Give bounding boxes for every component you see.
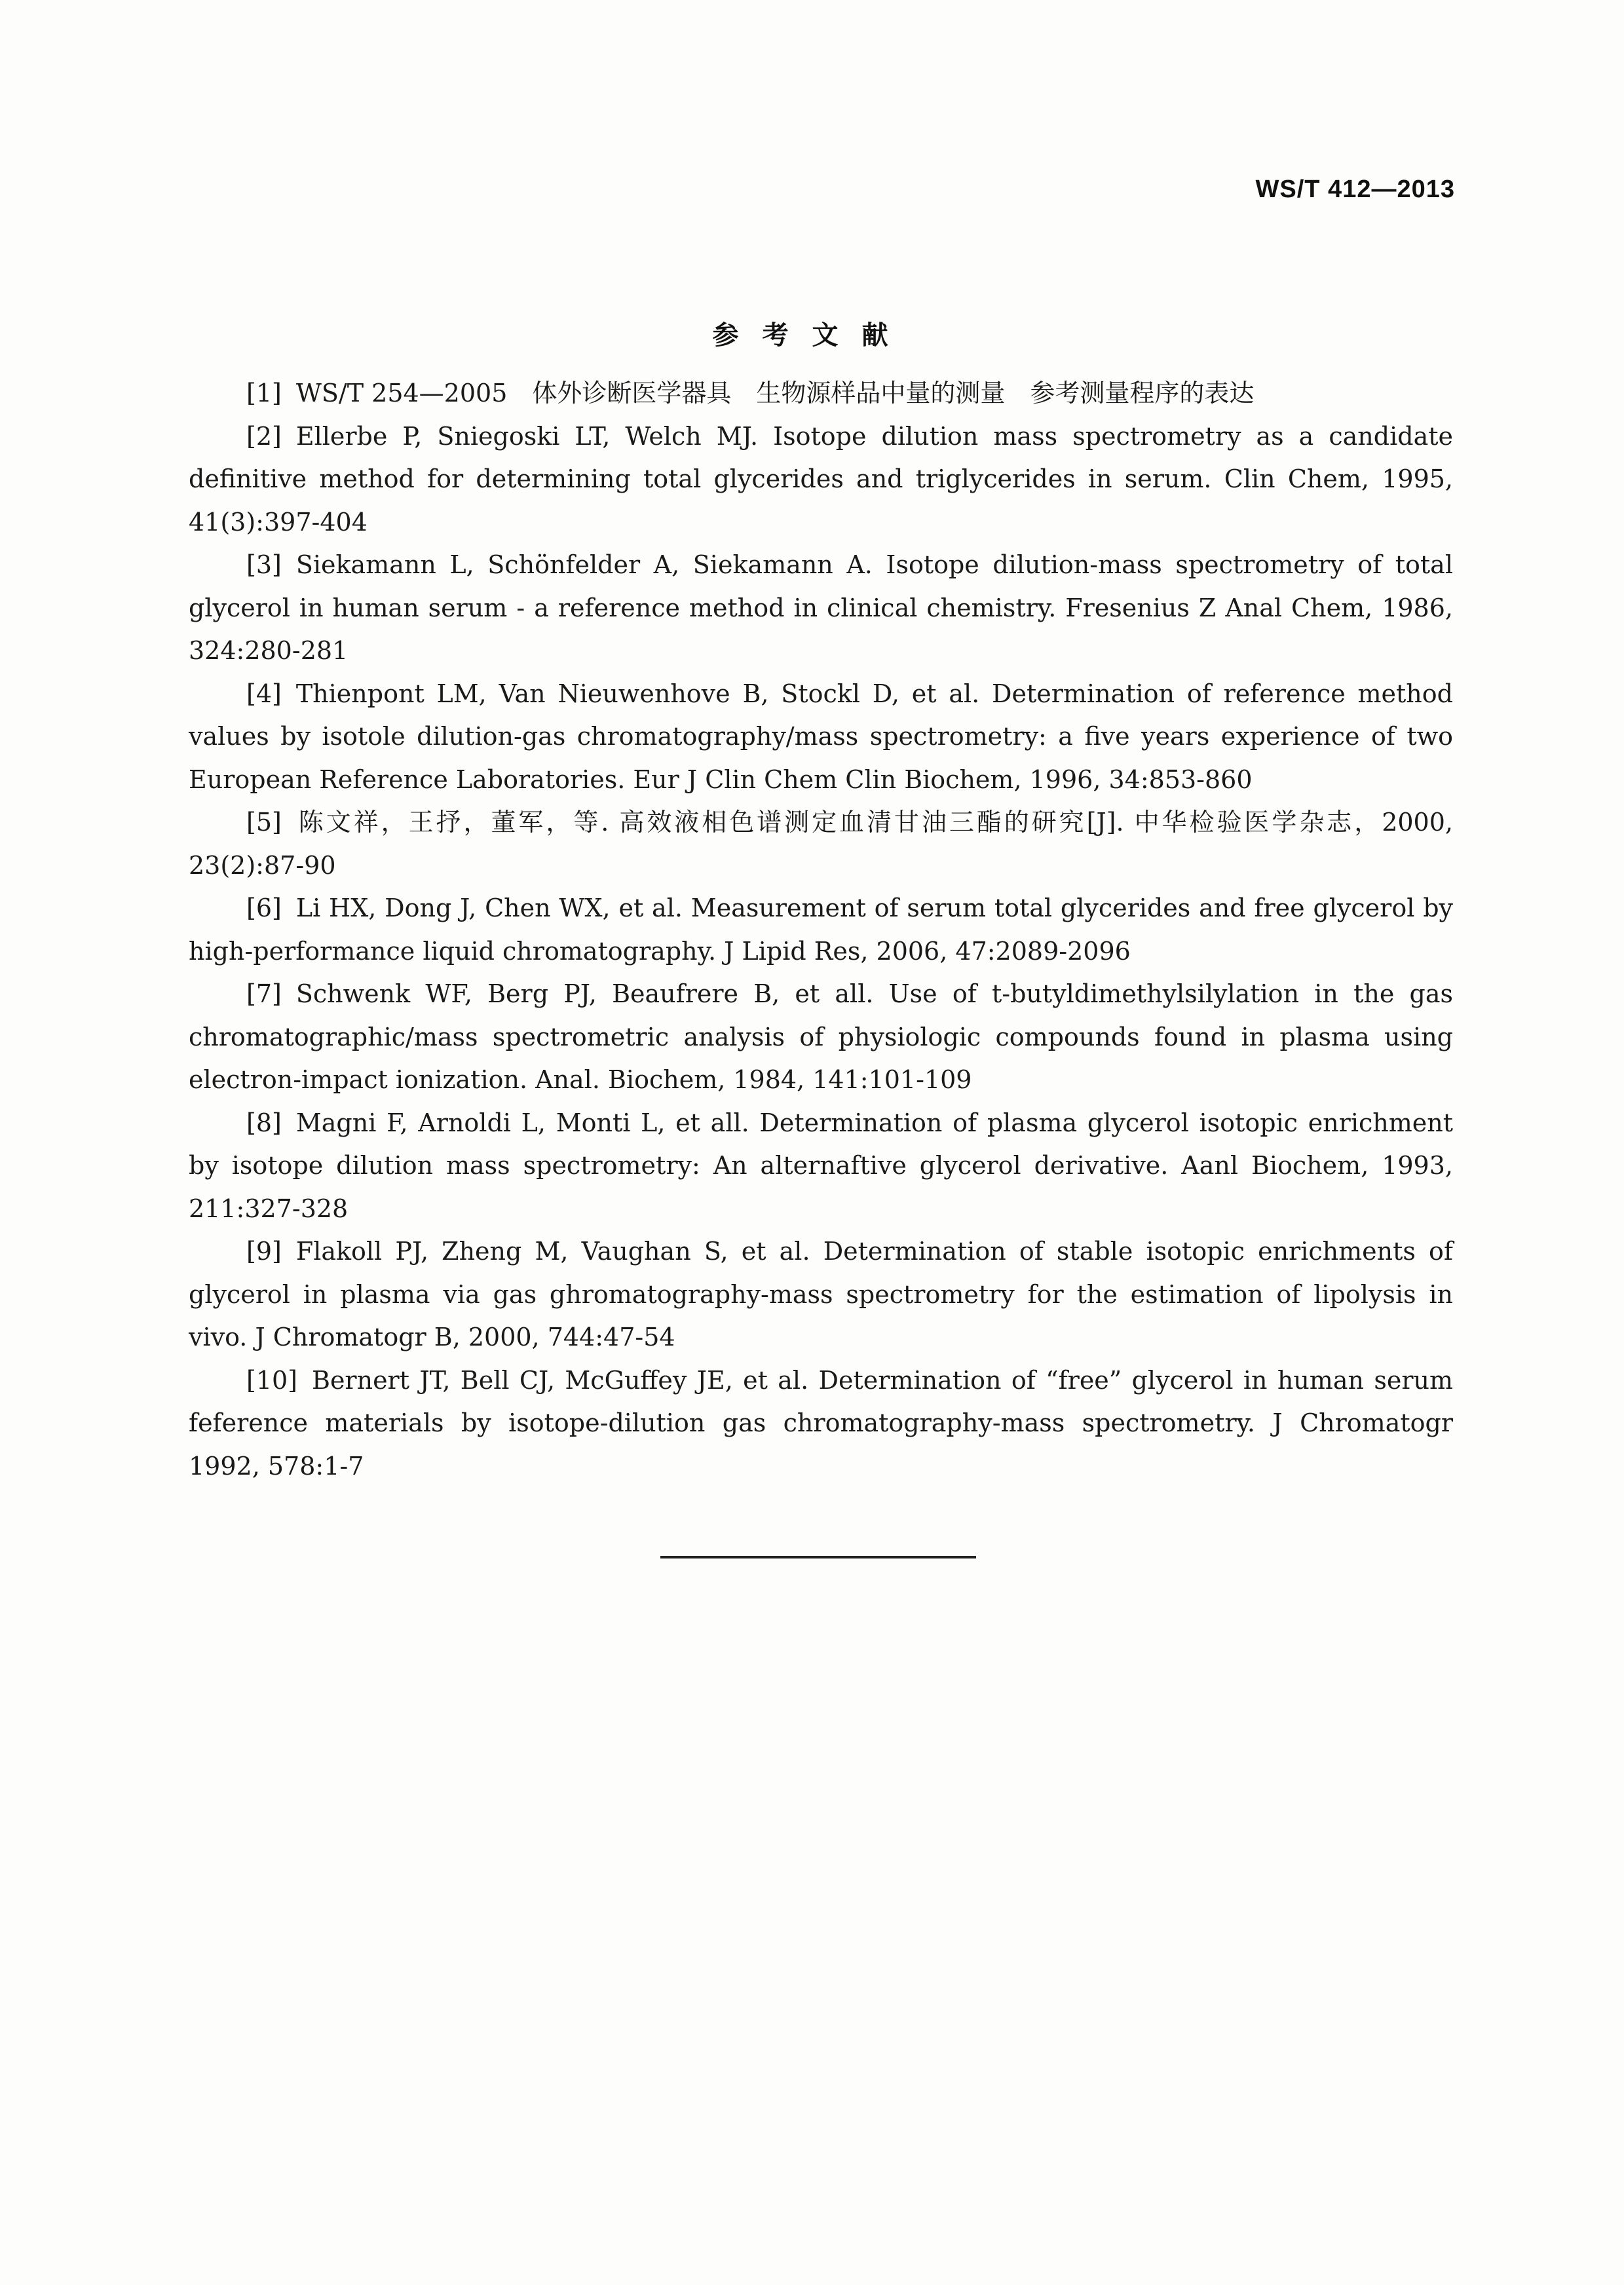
reference-text: Schwenk WF, Berg PJ, Beaufrere B, et all. Use of t-butyldimethylsilylation in the gas chromatographic/mass spectrometric analysis of physiologic compounds found in plasma using electron-impact ionization. Anal. Biochem, 1984, 141:101-109 bbox=[189, 979, 1453, 1094]
reference-text: Bernert JT, Bell CJ, McGuffey JE, et al. Determination of “free” glycerol in human serum feference materials by isotope-dilution gas chromatography-mass spectrometry. J Chromatogr 1992, 578:1-7 bbox=[189, 1365, 1453, 1481]
reference-item bbox=[189, 415, 1453, 544]
reference-item bbox=[189, 801, 1453, 887]
reference-list bbox=[189, 372, 1453, 1488]
reference-number: [1] bbox=[246, 379, 282, 407]
reference-number: [5] bbox=[246, 808, 282, 837]
document-code: WS/T 412—2013 bbox=[1255, 176, 1455, 203]
reference-item bbox=[189, 973, 1453, 1102]
reference-item bbox=[189, 673, 1453, 802]
reference-item bbox=[189, 1102, 1453, 1231]
reference-text: Siekamann L, Schönfelder A, Siekamann A. Isotope dilution-mass spectrometry of total glycerol in human serum - a reference method in clinical chemistry. Fresenius Z Anal Chem, 1986, 324:280-281 bbox=[189, 550, 1453, 665]
reference-item bbox=[189, 1230, 1453, 1359]
reference-number: [4] bbox=[246, 679, 282, 708]
reference-number: [3] bbox=[246, 550, 282, 579]
reference-number: [7] bbox=[246, 979, 282, 1008]
reference-text: WS/T 254—2005 体外诊断医学器具 生物源样品中量的测量 参考测量程序的表达 bbox=[295, 379, 1255, 407]
reference-number: [6] bbox=[246, 894, 282, 922]
reference-number: [9] bbox=[246, 1237, 282, 1266]
reference-text: Magni F, Arnoldi L, Monti L, et all. Determination of plasma glycerol isotopic enrichment by isotope dilution mass spectrometry: An alternaftive glycerol derivative. Aanl Biochem, 1993, 211:327-328 bbox=[189, 1108, 1453, 1223]
reference-item bbox=[189, 1359, 1453, 1488]
reference-text: Flakoll PJ, Zheng M, Vaughan S, et al. Determination of stable isotopic enrichments of glycerol in plasma via gas ghromatography-mass spectrometry for the estimation of lipolysis in vivo. J Chromatogr B, 2000, 744:47-54 bbox=[189, 1237, 1453, 1351]
reference-text: Thienpont LM, Van Nieuwenhove B, Stockl D, et al. Determination of reference method values by isotole dilution-gas chromatography/mass spectrometry: a five years experience of two European Reference Laboratories. Eur J Clin Chem Clin Biochem, 1996, 34:853-860 bbox=[189, 679, 1453, 794]
section-title: 参考文献 bbox=[712, 320, 912, 350]
reference-text: Ellerbe P, Sniegoski LT, Welch MJ. Isotope dilution mass spectrometry as a candidate definitive method for determining total glycerides and triglycerides in serum. Clin Chem, 1995, 41(3):397-404 bbox=[189, 421, 1453, 537]
reference-number: [8] bbox=[246, 1108, 282, 1137]
end-rule bbox=[660, 1556, 976, 1558]
reference-text: 陈文祥，王抒，董军，等. 高效液相色谱测定血清甘油三酯的研究[J]. 中华检验医学杂志，2000, 23(2):87-90 bbox=[189, 808, 1453, 880]
reference-item bbox=[189, 544, 1453, 673]
reference-number: [10] bbox=[246, 1365, 298, 1395]
reference-number: [2] bbox=[246, 421, 282, 451]
reference-text: Li HX, Dong J, Chen WX, et al. Measurement of serum total glycerides and free glycerol by high-performance liquid chromatography. J Lipid Res, 2006, 47:2089-2096 bbox=[189, 894, 1453, 966]
reference-item bbox=[189, 372, 1453, 415]
reference-item bbox=[189, 887, 1453, 973]
